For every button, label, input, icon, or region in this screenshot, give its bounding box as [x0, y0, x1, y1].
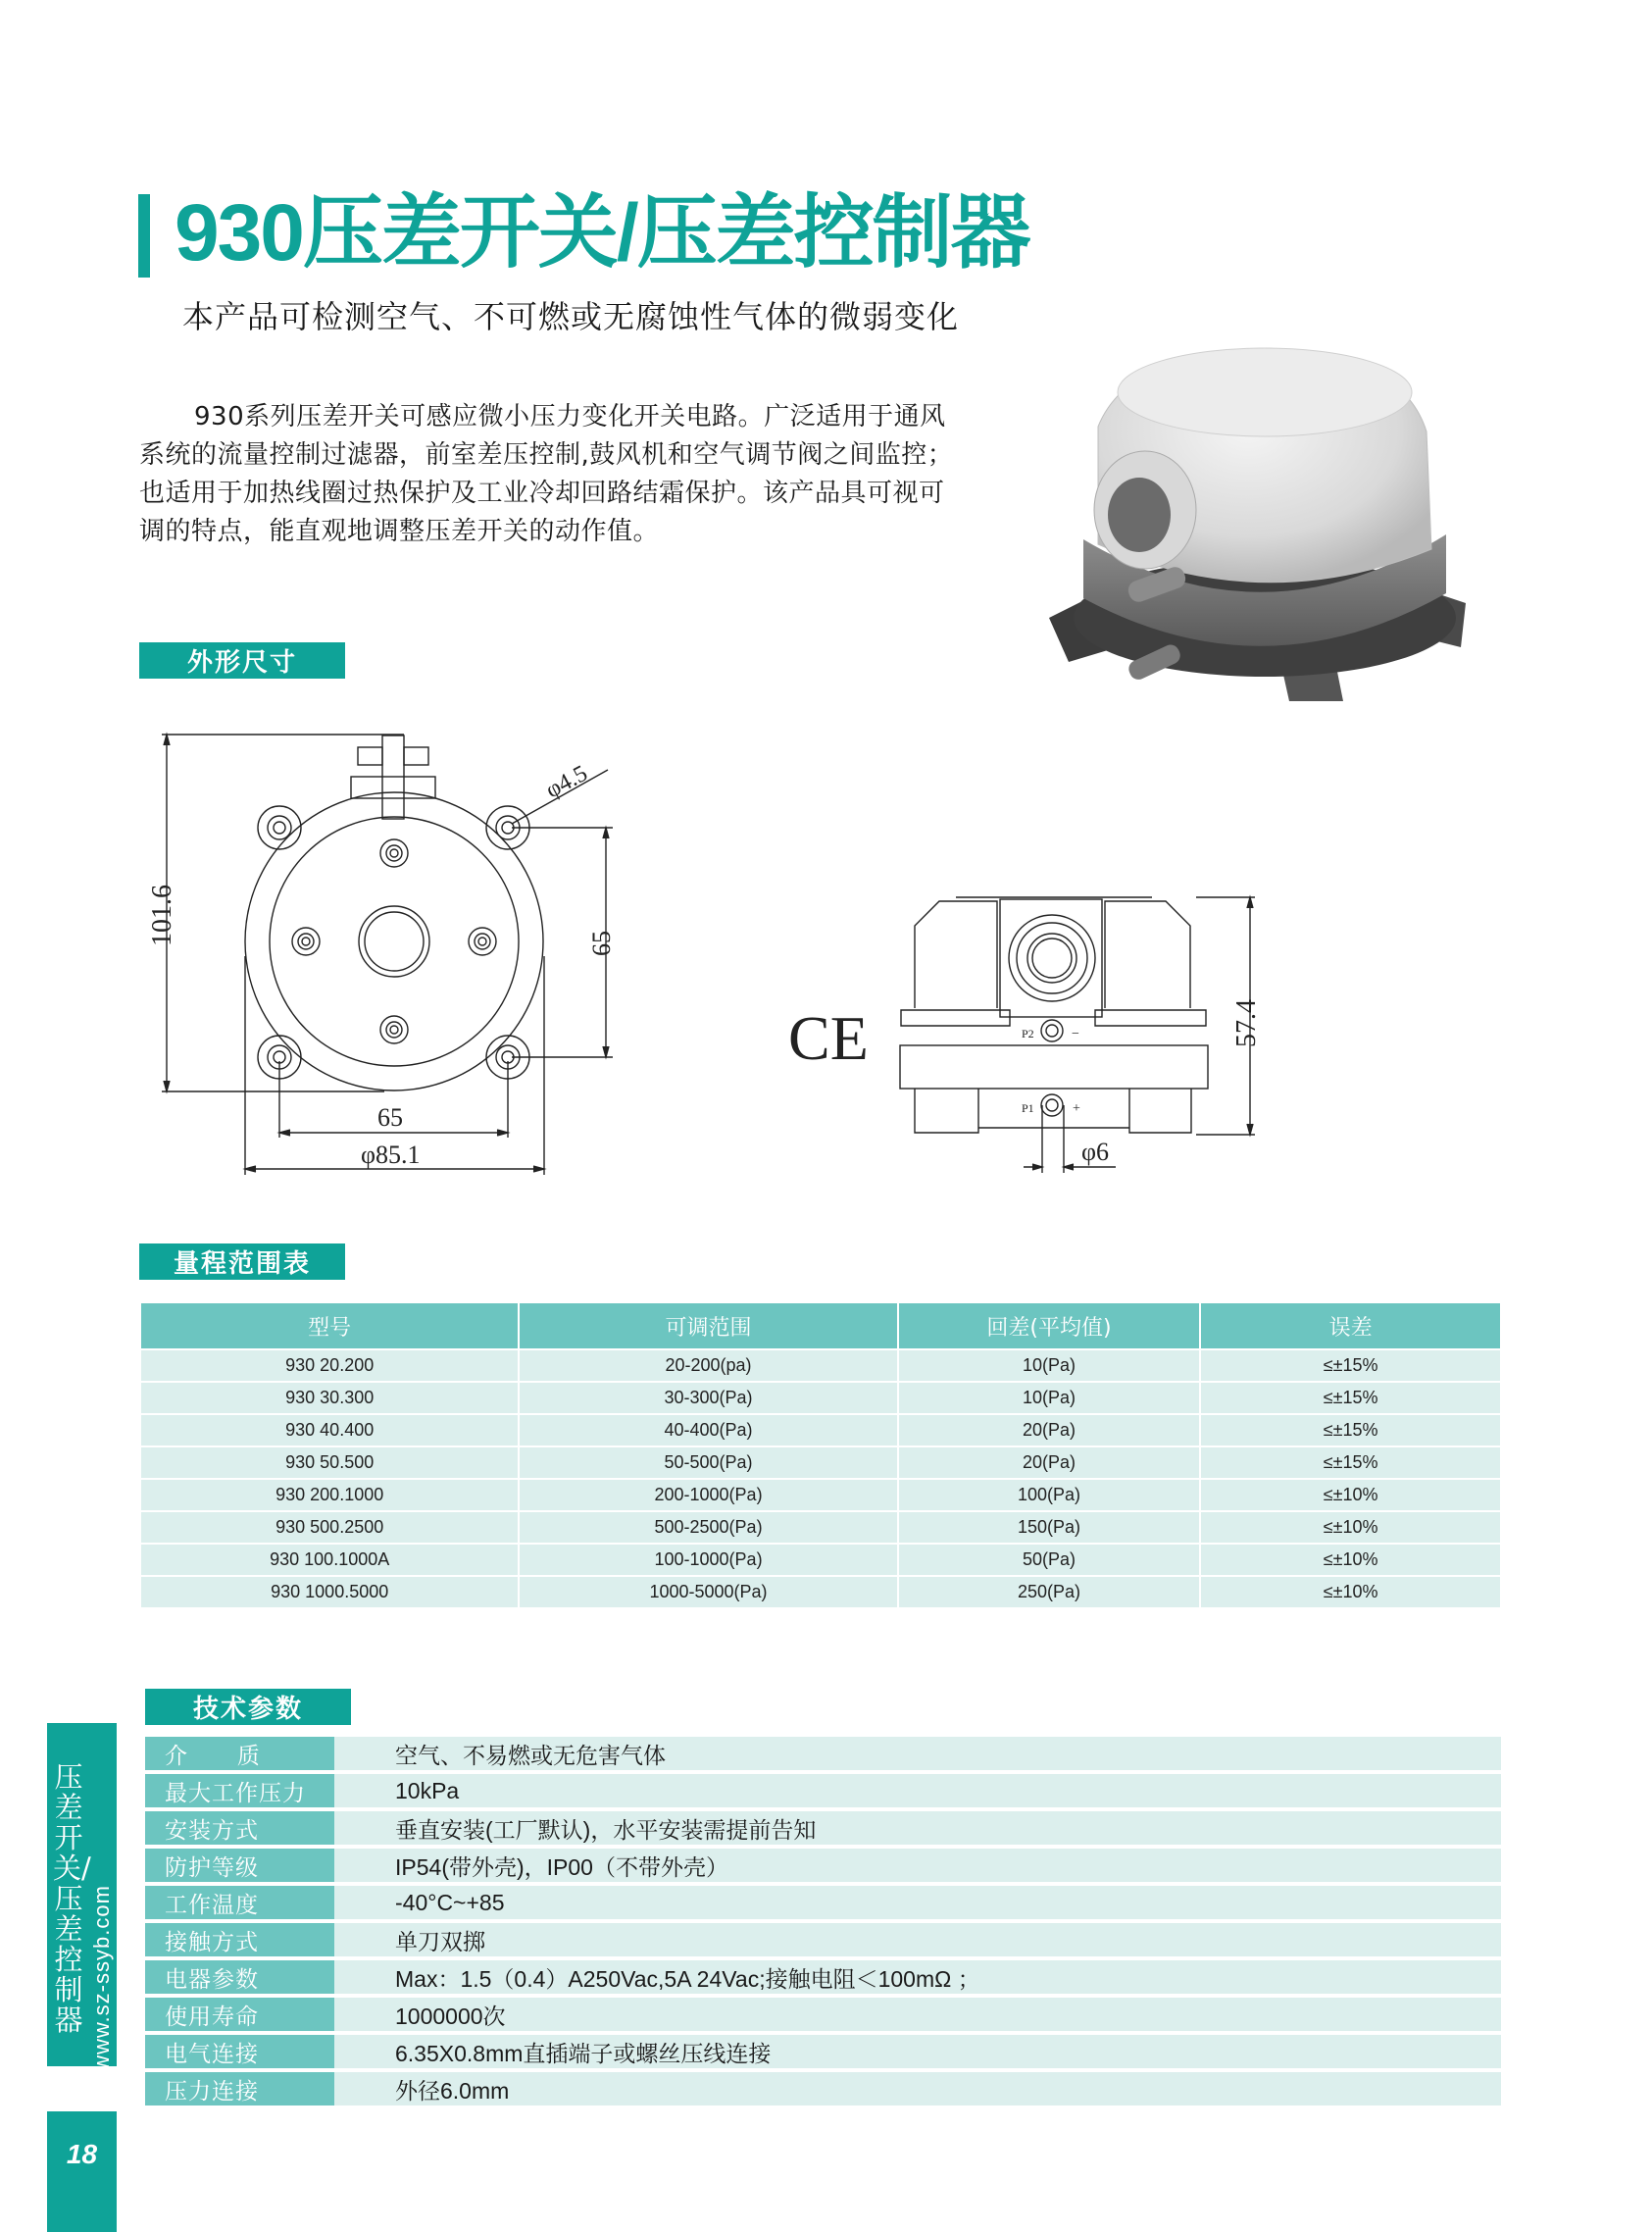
cell-hysteresis: 20(Pa)	[899, 1415, 1202, 1447]
cell-error: ≤±10%	[1201, 1577, 1500, 1609]
cell-range: 100-1000(Pa)	[520, 1545, 898, 1577]
dim-height-label: 101.6	[147, 885, 177, 946]
product-photo	[1029, 324, 1480, 701]
param-label: 安装方式	[145, 1811, 334, 1849]
cell-hysteresis: 250(Pa)	[899, 1577, 1202, 1609]
param-row	[145, 1923, 1501, 1960]
param-value: 6.35X0.8mm直插端子或螺丝压线连接	[334, 2035, 1501, 2072]
cell-range: 1000-5000(Pa)	[520, 1577, 898, 1609]
ce-mark: CE	[788, 1003, 869, 1073]
param-label: 接触方式	[145, 1923, 334, 1960]
param-value: Max：1.5（0.4）A250Vac,5A 24Vac;接触电阻＜100mΩ ；	[334, 1960, 1501, 1998]
cell-hysteresis: 20(Pa)	[899, 1447, 1202, 1480]
intro-paragraph: 930系列压差开关可感应微小压力变化开关电路。广泛适用于通风系统的流量控制过滤器，前室差压控制,鼓风机和空气调节阀之间监控；也适用于加热线圈过热保护及工业冷却回路结霜保护。该产品具可视可调的特点，能直观地调整压差开关的动作值。	[139, 402, 954, 546]
cell-error: ≤±15%	[1201, 1383, 1500, 1415]
param-row	[145, 1886, 1501, 1923]
dim-side-height-label: 57.4	[1231, 999, 1262, 1047]
cell-hysteresis: 50(Pa)	[899, 1545, 1202, 1577]
param-label: 介 质	[145, 1737, 334, 1774]
title-accent-bar	[138, 194, 150, 278]
table-row	[141, 1447, 1500, 1480]
cell-error: ≤±15%	[1201, 1415, 1500, 1447]
cell-range: 20-200(pa)	[520, 1350, 898, 1383]
side-category-label: 压差开关/压差控制器	[53, 1760, 91, 2037]
param-value: 空气、不易燃或无危害气体	[334, 1737, 1501, 1774]
table-row	[141, 1350, 1500, 1383]
cell-range: 30-300(Pa)	[520, 1383, 898, 1415]
range-table-header	[141, 1303, 1500, 1350]
p1-label: P1	[1022, 1101, 1034, 1115]
cell-model: 930 30.300	[141, 1383, 520, 1415]
dim-vspacing-label: 65	[587, 931, 616, 956]
table-row	[141, 1545, 1500, 1577]
cell-error: ≤±10%	[1201, 1512, 1500, 1545]
front-view-drawing	[127, 706, 618, 1177]
dim-hspacing-label: 65	[377, 1103, 403, 1132]
section-label-range-table: 量程范围表	[139, 1243, 345, 1280]
cell-range: 40-400(Pa)	[520, 1415, 898, 1447]
header-model: 型号	[141, 1303, 520, 1350]
table-row	[141, 1415, 1500, 1447]
cell-hysteresis: 10(Pa)	[899, 1383, 1202, 1415]
intro-text	[139, 398, 963, 551]
param-label: 工作温度	[145, 1886, 334, 1923]
cell-error: ≤±15%	[1201, 1447, 1500, 1480]
cell-hysteresis: 10(Pa)	[899, 1350, 1202, 1383]
cell-model: 930 50.500	[141, 1447, 520, 1480]
param-label: 使用寿命	[145, 1998, 334, 2035]
page-number: 18	[66, 2139, 98, 2169]
cell-model: 930 500.2500	[141, 1512, 520, 1545]
cell-error: ≤±10%	[1201, 1480, 1500, 1512]
param-row	[145, 1774, 1501, 1811]
param-row	[145, 1960, 1501, 1998]
page-title: 930压差开关/压差控制器	[175, 188, 1029, 278]
param-value: IP54(带外壳)，IP00（不带外壳）	[334, 1849, 1501, 1886]
p2-label: P2	[1022, 1027, 1034, 1040]
dim-body-dia-label: φ85.1	[361, 1141, 421, 1169]
side-category-tab	[47, 1723, 117, 2071]
param-label: 防护等级	[145, 1849, 334, 1886]
cell-range: 50-500(Pa)	[520, 1447, 898, 1480]
param-label: 最大工作压力	[145, 1774, 334, 1811]
table-row	[141, 1383, 1500, 1415]
cell-model: 930 1000.5000	[141, 1577, 520, 1609]
param-row	[145, 1849, 1501, 1886]
header-error: 误差	[1201, 1303, 1500, 1350]
p2-sign: −	[1072, 1027, 1079, 1041]
cell-hysteresis: 150(Pa)	[899, 1512, 1202, 1545]
param-label: 电气连接	[145, 2035, 334, 2072]
range-table	[141, 1303, 1500, 1609]
header-hysteresis: 回差(平均值)	[899, 1303, 1202, 1350]
param-row	[145, 1737, 1501, 1774]
dim-hole-label: φ4.5	[541, 760, 592, 804]
table-row	[141, 1480, 1500, 1512]
table-row	[141, 1512, 1500, 1545]
page-number-box	[47, 2111, 117, 2232]
cell-range: 200-1000(Pa)	[520, 1480, 898, 1512]
side-url	[88, 1885, 116, 2071]
param-row	[145, 2072, 1501, 2109]
cell-hysteresis: 100(Pa)	[899, 1480, 1202, 1512]
p1-sign: +	[1073, 1101, 1080, 1116]
page-subtitle: 本产品可检测空气、不可燃或无腐蚀性气体的微弱变化	[182, 298, 960, 335]
cell-error: ≤±15%	[1201, 1350, 1500, 1383]
tech-params-table	[145, 1737, 1501, 2109]
cell-model: 930 20.200	[141, 1350, 520, 1383]
section-label-tech-params: 技术参数	[145, 1689, 351, 1725]
cell-model: 930 200.1000	[141, 1480, 520, 1512]
param-row	[145, 2035, 1501, 2072]
param-value: -40°C~+85	[334, 1886, 1501, 1923]
param-value: 外径6.0mm	[334, 2072, 1501, 2109]
param-label: 压力连接	[145, 2072, 334, 2109]
side-url-text: www.sz-ssyb.com	[89, 1885, 114, 2071]
section-label-dimensions: 外形尺寸	[139, 642, 345, 679]
param-row	[145, 1811, 1501, 1849]
param-value: 单刀双掷	[334, 1923, 1501, 1960]
cell-model: 930 40.400	[141, 1415, 520, 1447]
param-value: 10kPa	[334, 1774, 1501, 1811]
param-value: 1000000次	[334, 1998, 1501, 2035]
table-row	[141, 1577, 1500, 1609]
param-row	[145, 1998, 1501, 2035]
dim-port-label: φ6	[1081, 1138, 1110, 1166]
side-view-drawing	[765, 863, 1353, 1187]
cell-range: 500-2500(Pa)	[520, 1512, 898, 1545]
param-label: 电器参数	[145, 1960, 334, 1998]
header-range: 可调范围	[520, 1303, 898, 1350]
param-value: 垂直安装(工厂默认)，水平安装需提前告知	[334, 1811, 1501, 1849]
cell-model: 930 100.1000A	[141, 1545, 520, 1577]
cell-error: ≤±10%	[1201, 1545, 1500, 1577]
